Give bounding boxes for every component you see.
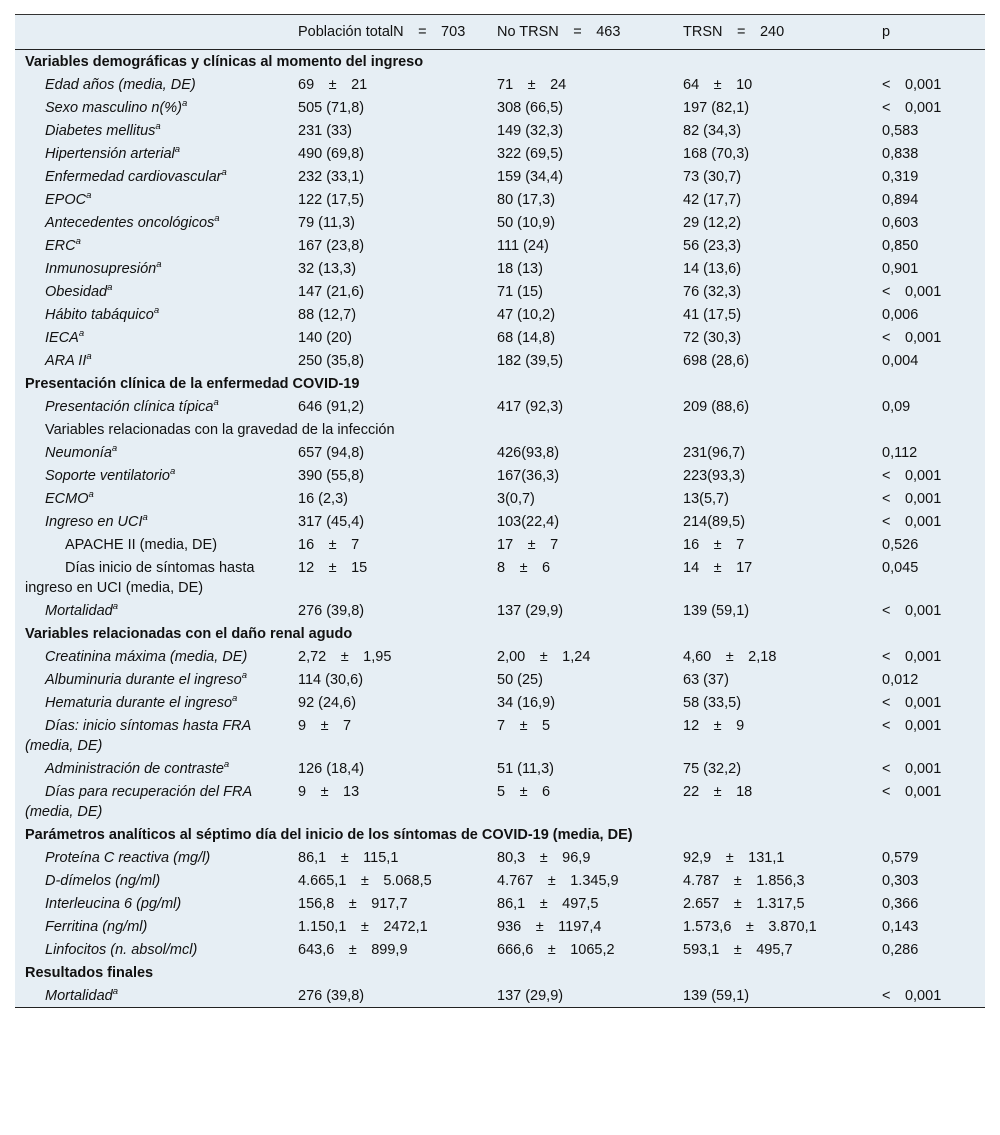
- row-label: [15, 892, 288, 915]
- table-row: [15, 984, 985, 1008]
- row-label: [15, 645, 288, 668]
- value-trsn: 64 ± 10: [683, 76, 753, 93]
- table-row: [15, 892, 985, 915]
- footnote-marker: a: [156, 258, 162, 270]
- value-population: 657 (94,8): [298, 444, 365, 461]
- value-trsn: 92,9 ± 131,1: [683, 849, 785, 866]
- row-label-text: Administración de contraste: [45, 760, 224, 777]
- value-trsn: 4.787 ± 1.856,3: [683, 872, 805, 889]
- row-label-text: Inmunosupresión: [45, 260, 157, 277]
- value-population: 92 (24,6): [298, 694, 357, 711]
- row-label-continuation: DE): [222, 648, 248, 665]
- value-p: < 0,001: [882, 76, 942, 93]
- table-row: [15, 142, 985, 165]
- footnote-marker: a: [174, 143, 181, 155]
- value-no-trsn: 103(22,4): [497, 513, 560, 530]
- row-label-text: IECA: [45, 329, 79, 346]
- table-row: [15, 395, 985, 418]
- value-p: < 0,001: [882, 513, 942, 530]
- value-population: 32 (13,3): [298, 260, 357, 277]
- header-cell-p: p: [872, 15, 985, 50]
- table-row: [15, 349, 985, 372]
- value-p: 0,112: [882, 444, 918, 461]
- row-label: [15, 188, 288, 211]
- table-row: [15, 757, 985, 780]
- value-no-trsn: 47 (10,2): [497, 306, 556, 323]
- row-label: [15, 211, 288, 234]
- table-row: [15, 645, 985, 668]
- results-table: [15, 14, 985, 1008]
- value-p: < 0,001: [882, 602, 942, 619]
- value-p: 0,838: [882, 145, 919, 162]
- value-population: 250 (35,8): [298, 352, 365, 369]
- value-trsn: 4,60 ± 2,18: [683, 648, 777, 665]
- row-label: [15, 441, 288, 464]
- value-p: 0,09: [882, 398, 911, 415]
- value-no-trsn: 50 (25): [497, 671, 543, 688]
- value-trsn: 82 (34,3): [683, 122, 742, 139]
- value-p: < 0,001: [882, 760, 942, 777]
- footnote-marker: a: [78, 327, 85, 339]
- row-label-continuation: FRA (media, DE): [25, 717, 251, 754]
- row-label-text: Diabetes mellitus: [45, 122, 156, 139]
- row-label-text: Creatinina máxima (media,: [45, 648, 219, 665]
- value-no-trsn: 34 (16,9): [497, 694, 556, 711]
- row-label: [15, 119, 288, 142]
- value-trsn: 168 (70,3): [683, 145, 750, 162]
- value-no-trsn: 137 (29,9): [497, 602, 564, 619]
- section-heading: Variables relacionadas con el daño renal agudo: [25, 625, 353, 642]
- value-no-trsn: 417 (92,3): [497, 398, 564, 415]
- value-p: 0,526: [882, 536, 919, 553]
- row-label-text: ERC: [45, 237, 76, 254]
- value-population: 114 (30,6): [298, 671, 364, 688]
- section-row: [15, 622, 985, 645]
- row-label-continuation: ingreso: [194, 671, 242, 688]
- value-no-trsn: 7 ± 5: [497, 717, 551, 734]
- value-trsn: 42 (17,7): [683, 191, 742, 208]
- footnote-marker: a: [214, 212, 220, 224]
- value-p: < 0,001: [882, 717, 942, 734]
- row-label-continuation: hasta ingreso en UCI (media, DE): [25, 559, 255, 596]
- value-population: 122 (17,5): [298, 191, 365, 208]
- row-label-text: Mortalidad: [45, 987, 113, 1004]
- row-label: [15, 668, 288, 691]
- footnote-marker: a: [213, 396, 219, 408]
- footnote-marker: a: [142, 511, 148, 523]
- subsection-label: [15, 418, 985, 441]
- value-p: 0,603: [882, 214, 919, 231]
- value-no-trsn: 50 (10,9): [497, 214, 556, 231]
- row-label: [15, 326, 288, 349]
- row-label: [15, 487, 288, 510]
- section-heading: Variables demográficas y clínicas al momento del ingreso: [25, 53, 424, 70]
- row-label-text: Sexo masculino n(%): [45, 99, 182, 116]
- table-row: [15, 846, 985, 869]
- value-p: < 0,001: [882, 694, 942, 711]
- value-trsn: 593,1 ± 495,7: [683, 941, 793, 958]
- row-label: [15, 257, 288, 280]
- value-population: 490 (69,8): [298, 145, 365, 162]
- row-label: [15, 846, 288, 869]
- row-label-text: Ferritina (ng/ml): [45, 918, 148, 935]
- row-label: [15, 303, 288, 326]
- value-population: 79 (11,3): [298, 214, 355, 231]
- row-label-text: Días: inicio síntomas hasta: [45, 717, 219, 734]
- value-trsn: 14 (13,6): [683, 260, 742, 277]
- table-row: [15, 234, 985, 257]
- table-row: [15, 938, 985, 961]
- value-population: 276 (39,8): [298, 602, 365, 619]
- value-no-trsn: 17 ± 7: [497, 536, 559, 553]
- row-label-text: ARA II: [45, 352, 87, 369]
- value-population: 2,72 ± 1,95: [298, 648, 392, 665]
- value-population: 505 (71,8): [298, 99, 365, 116]
- value-no-trsn: 5 ± 6: [497, 783, 551, 800]
- table-row: [15, 165, 985, 188]
- row-label-text: D-dímelos (ng/ml): [45, 872, 161, 889]
- value-no-trsn: 308 (66,5): [497, 99, 564, 116]
- value-no-trsn: 426(93,8): [497, 444, 560, 461]
- footnote-marker: a: [107, 281, 113, 293]
- value-trsn: 209 (88,6): [683, 398, 750, 415]
- row-label: [15, 73, 288, 96]
- table-container: [15, 14, 985, 1008]
- section-row: [15, 823, 985, 846]
- header-cell-no-trsn: No TRSN = 463: [487, 15, 673, 50]
- footnote-marker: a: [111, 442, 118, 454]
- table-row: [15, 533, 985, 556]
- row-label-text: Obesidad: [45, 283, 108, 300]
- row-label: [15, 510, 288, 533]
- footnote-marker: a: [223, 758, 230, 770]
- value-population: 126 (18,4): [298, 760, 365, 777]
- value-no-trsn: 86,1 ± 497,5: [497, 895, 599, 912]
- value-no-trsn: 149 (32,3): [497, 122, 564, 139]
- value-trsn: 13(5,7): [683, 490, 729, 507]
- footnote-marker: a: [86, 350, 92, 362]
- value-p: < 0,001: [882, 99, 942, 116]
- footnote-marker: a: [86, 189, 92, 201]
- row-label-text: Días inicio de síntomas: [65, 559, 215, 576]
- row-label-text: Soporte ventilatorio: [45, 467, 170, 484]
- table-row: [15, 464, 985, 487]
- value-trsn: 214(89,5): [683, 513, 746, 530]
- table-row: [15, 418, 985, 441]
- value-trsn: 75 (32,2): [683, 760, 742, 777]
- value-population: 276 (39,8): [288, 984, 487, 1008]
- table-row: [15, 691, 985, 714]
- value-population: 147 (21,6): [298, 283, 365, 300]
- value-p: < 0,001: [882, 283, 942, 300]
- value-population: 646 (91,2): [298, 398, 365, 415]
- value-trsn: 56 (23,3): [683, 237, 742, 254]
- value-population: 390 (55,8): [298, 467, 365, 484]
- table-row: [15, 780, 985, 823]
- table-row: [15, 668, 985, 691]
- row-label: [15, 714, 288, 757]
- value-population: 140 (20): [298, 329, 353, 346]
- row-label-text: Días para recuperación del: [45, 783, 220, 800]
- row-label: [15, 395, 288, 418]
- value-trsn: 73 (30,7): [683, 168, 742, 185]
- value-p: 0,286: [882, 941, 919, 958]
- row-label: [15, 599, 288, 622]
- row-label: [15, 938, 288, 961]
- value-no-trsn: 8 ± 6: [497, 559, 551, 576]
- value-trsn: 41 (17,5): [683, 306, 742, 323]
- row-label-text: Proteína C reactiva (mg/l): [45, 849, 211, 866]
- row-label-text: Hipertensión arterial: [45, 145, 175, 162]
- table-row: [15, 487, 985, 510]
- row-label-text: Interleucina 6 (pg/ml): [45, 895, 182, 912]
- value-no-trsn: 18 (13): [497, 260, 543, 277]
- row-label-text: APACHE II (media, DE): [65, 536, 218, 553]
- row-label-text: Neumonía: [45, 444, 112, 461]
- table-row: [15, 96, 985, 119]
- value-p: 0,850: [882, 237, 919, 254]
- value-trsn: 22 ± 18: [683, 783, 753, 800]
- header-cell-population: Población totalN = 703: [288, 15, 487, 50]
- value-no-trsn: 80 (17,3): [497, 191, 556, 208]
- row-label-text: Presentación clínica típica: [45, 398, 214, 415]
- footnote-marker: a: [221, 166, 227, 178]
- footnote-marker: a: [75, 235, 81, 247]
- value-no-trsn: 666,6 ± 1065,2: [497, 941, 615, 958]
- row-label-continuation: ingreso: [184, 694, 233, 711]
- value-trsn: 72 (30,3): [683, 329, 742, 346]
- value-population: 167 (23,8): [298, 237, 365, 254]
- value-population: 4.665,1 ± 5.068,5: [298, 872, 432, 889]
- footnote-marker: a: [241, 669, 247, 681]
- value-p: 0,579: [882, 849, 919, 866]
- value-population: 69 ± 21: [298, 76, 368, 93]
- table-row: [15, 119, 985, 142]
- value-population: 9 ± 7: [298, 717, 352, 734]
- row-label: [15, 96, 288, 119]
- value-p: 0,012: [882, 671, 919, 688]
- value-p: 0,366: [882, 895, 919, 912]
- value-p: < 0,001: [882, 329, 942, 346]
- header-cell-trsn: TRSN = 240: [673, 15, 872, 50]
- value-population: 12 ± 15: [298, 559, 368, 576]
- value-p: 0,319: [882, 168, 919, 185]
- header-cell-0: [15, 15, 288, 50]
- row-label-text: Enfermedad cardiovascular: [45, 168, 222, 185]
- footnote-marker: a: [112, 600, 118, 612]
- section-heading: Resultados finales: [25, 964, 154, 981]
- row-label-text: Hábito tabáquico: [45, 306, 154, 323]
- value-p: 0,004: [882, 352, 919, 369]
- footnote-marker: a: [182, 97, 188, 109]
- section-row: [15, 961, 985, 984]
- value-p: < 0,001: [882, 490, 942, 507]
- value-trsn: 197 (82,1): [683, 99, 750, 116]
- row-label: [15, 915, 288, 938]
- row-label-text: ECMO: [45, 490, 89, 507]
- value-no-trsn: 68 (14,8): [497, 329, 556, 346]
- value-no-trsn: 71 (15): [497, 283, 543, 300]
- value-p: 0,303: [882, 872, 919, 889]
- value-trsn: 63 (37): [683, 671, 729, 688]
- footnote-marker: a: [153, 304, 160, 316]
- value-trsn: 1.573,6 ± 3.870,1: [683, 918, 817, 935]
- section-row: [15, 372, 985, 395]
- value-p: 0,894: [882, 191, 919, 208]
- section-heading: Presentación clínica de la enfermedad COVID-19: [25, 375, 360, 392]
- value-p: 0,045: [882, 559, 919, 576]
- value-population: 1.150,1 ± 2472,1: [298, 918, 428, 935]
- value-no-trsn: 111 (24): [497, 237, 549, 254]
- value-no-trsn: 51 (11,3): [497, 760, 554, 777]
- footnote-marker: a: [112, 985, 118, 997]
- table-body: [15, 50, 985, 1008]
- row-label: [15, 349, 288, 372]
- value-p: < 0,001: [872, 984, 985, 1008]
- value-trsn: 2.657 ± 1.317,5: [683, 895, 805, 912]
- value-trsn: 58 (33,5): [683, 694, 742, 711]
- value-trsn: 12 ± 9: [683, 717, 745, 734]
- value-trsn: 223(93,3): [683, 467, 746, 484]
- table-row: [15, 714, 985, 757]
- value-population: 232 (33,1): [298, 168, 365, 185]
- value-population: 86,1 ± 115,1: [298, 849, 399, 866]
- table-row: [15, 326, 985, 349]
- row-label: [15, 691, 288, 714]
- value-no-trsn: 3(0,7): [497, 490, 535, 507]
- value-p: 0,901: [882, 260, 919, 277]
- row-label-text: EPOC: [45, 191, 87, 208]
- value-population: 16 ± 7: [298, 536, 360, 553]
- value-population: 317 (45,4): [298, 513, 365, 530]
- row-label: [15, 165, 288, 188]
- value-no-trsn: 159 (34,4): [497, 168, 564, 185]
- row-label: [15, 234, 288, 257]
- value-no-trsn: 137 (29,9): [487, 984, 673, 1008]
- table-row: [15, 869, 985, 892]
- value-trsn: 139 (59,1): [683, 602, 750, 619]
- value-no-trsn: 2,00 ± 1,24: [497, 648, 591, 665]
- row-label-text: Antecedentes oncológicos: [45, 214, 215, 231]
- value-p: < 0,001: [882, 783, 942, 800]
- row-label: [15, 869, 288, 892]
- table-row: [15, 556, 985, 599]
- value-trsn: 29 (12,2): [683, 214, 742, 231]
- table-row: [15, 510, 985, 533]
- row-label: [15, 464, 288, 487]
- row-label: [15, 142, 288, 165]
- value-population: 16 (2,3): [298, 490, 348, 507]
- table-row: [15, 73, 985, 96]
- value-population: 88 (12,7): [298, 306, 357, 323]
- value-no-trsn: 167(36,3): [497, 467, 560, 484]
- value-no-trsn: 322 (69,5): [497, 145, 564, 162]
- value-p: < 0,001: [882, 467, 942, 484]
- table-row: [15, 599, 985, 622]
- row-label-text: Hematuria durante el: [45, 694, 181, 711]
- table-row: [15, 257, 985, 280]
- section-heading: Parámetros analíticos al séptimo día del inicio de los síntomas de COVID-19 (media, DE): [25, 826, 633, 843]
- row-label: [15, 984, 288, 1008]
- row-label-text: Albuminuria durante el: [45, 671, 191, 688]
- table-row: [15, 303, 985, 326]
- value-trsn: 231(96,7): [683, 444, 746, 461]
- row-label: [15, 533, 288, 556]
- table-row: [15, 915, 985, 938]
- section-row: [15, 50, 985, 74]
- value-p: < 0,001: [882, 648, 942, 665]
- footnote-marker: a: [232, 692, 238, 704]
- footnote-marker: a: [169, 465, 176, 477]
- value-trsn: 14 ± 17: [683, 559, 753, 576]
- table-row: [15, 280, 985, 303]
- value-population: 643,6 ± 899,9: [298, 941, 408, 958]
- value-no-trsn: 80,3 ± 96,9: [497, 849, 591, 866]
- value-p: 0,143: [882, 918, 919, 935]
- header-row: [15, 15, 985, 50]
- value-population: 156,8 ± 917,7: [298, 895, 408, 912]
- value-p: 0,006: [882, 306, 919, 323]
- row-label-text: Mortalidad: [45, 602, 113, 619]
- row-label-text: Edad años (media, DE): [45, 76, 196, 93]
- value-no-trsn: 4.767 ± 1.345,9: [497, 872, 619, 889]
- value-trsn: 76 (32,3): [683, 283, 742, 300]
- table-row: [15, 211, 985, 234]
- row-label: [15, 280, 288, 303]
- value-population: 231 (33): [298, 122, 353, 139]
- value-p: 0,583: [882, 122, 919, 139]
- footnote-marker: a: [88, 488, 94, 500]
- value-no-trsn: 936 ± 1197,4: [497, 918, 602, 935]
- value-no-trsn: 182 (39,5): [497, 352, 564, 369]
- row-label-text: Ingreso en UCI: [45, 513, 143, 530]
- value-trsn: 139 (59,1): [673, 984, 872, 1008]
- subsection-label-text: Variables relacionadas con la gravedad de la infección: [45, 421, 395, 438]
- row-label-continuation: FRA (media, DE): [25, 783, 252, 820]
- row-label: [15, 757, 288, 780]
- value-no-trsn: 71 ± 24: [497, 76, 567, 93]
- row-label-text: Linfocitos (n. absol/mcl): [45, 941, 198, 958]
- table-row: [15, 188, 985, 211]
- footnote-marker: a: [155, 120, 161, 132]
- value-trsn: 698 (28,6): [683, 352, 750, 369]
- value-trsn: 16 ± 7: [683, 536, 745, 553]
- row-label: [15, 556, 288, 599]
- table-row: [15, 441, 985, 464]
- row-label: [15, 780, 288, 823]
- value-population: 9 ± 13: [298, 783, 360, 800]
